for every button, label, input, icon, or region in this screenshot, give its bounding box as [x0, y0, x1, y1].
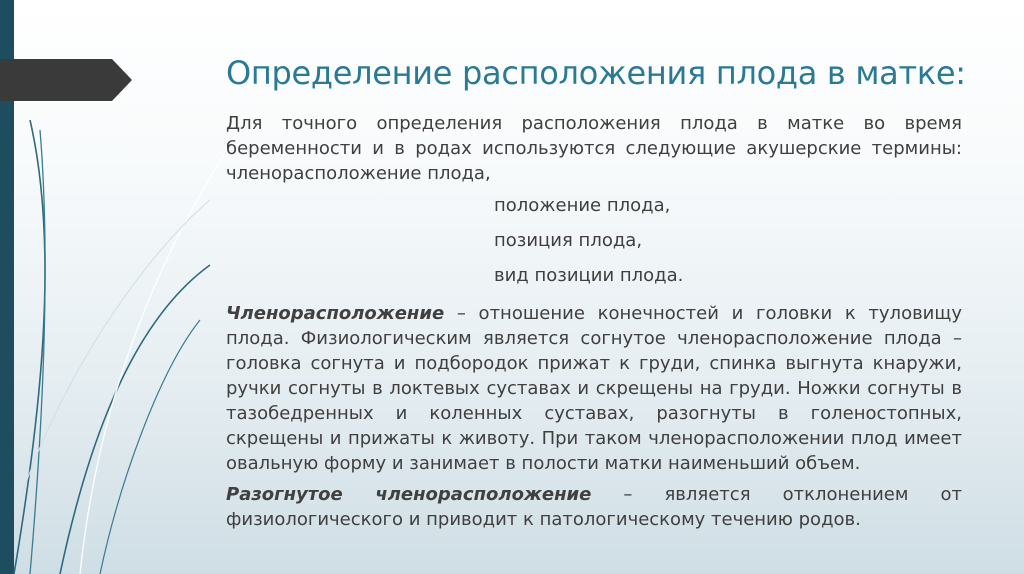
title-arrow-shape [0, 59, 132, 101]
term-item-presentation: позиция плода, [494, 230, 643, 251]
definition-term: Членорасположение [226, 303, 445, 324]
curve-1 [14, 120, 45, 574]
definition-flexed-attitude [226, 301, 962, 476]
term-item-position: положение плода, [494, 195, 671, 216]
definition-text: – является отклонением от физиологического и приводит к патологическому течению родов. [226, 484, 962, 530]
curve-2 [30, 130, 45, 574]
slide-body [226, 111, 962, 532]
curve-3 [60, 265, 210, 574]
intro-paragraph: Для точного определения расположения плода в матке во время беременности и в родах используются следующие акушерские термины: членорасположение плода, [226, 113, 962, 184]
definition-extended-attitude [226, 482, 962, 532]
curve-4 [100, 320, 200, 574]
slide-title: Определение расположения плода в матке: [226, 54, 966, 92]
curve-5 [80, 130, 240, 574]
curve-6 [20, 200, 210, 500]
definition-text: – отношение конечностей и головки к туловищу плода. Физиологическим является согнутое членорасположение плода – головка согнута и подбородок прижат к груди, спинка выгнута кнаружи, ручки согнуты в локтевых суставах и скрещены на груди. Ножки согнуты в тазобедренных и коленных суставах, разогнуты в голеностопных, скрещены и прижаты к животу. При таком членорасположении плод имеет овальную форму и занимает в полости матки наименьший объем. [226, 303, 962, 474]
term-item-position-type: вид позиции плода. [494, 265, 684, 286]
definition-term: Разогнутое членорасположение [226, 484, 592, 505]
